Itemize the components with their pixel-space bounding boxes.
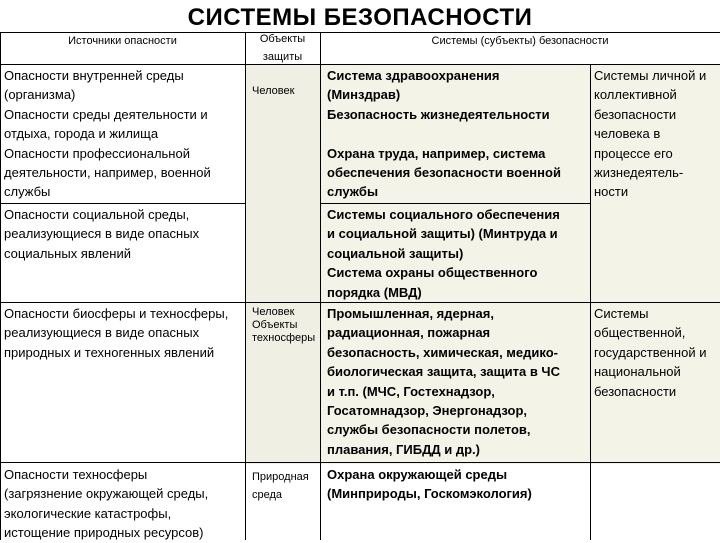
table-left-border <box>0 32 1 540</box>
column-divider-1 <box>245 32 246 540</box>
column-divider-3 <box>590 64 591 540</box>
row1-object: Человек <box>252 85 295 97</box>
row1-bottom-border-left <box>0 203 245 204</box>
page-title: СИСТЕМЫ БЕЗОПАСНОСТИ <box>187 4 533 31</box>
row1-system: Система здравоохранения (Минздрав) Безопасность жизнедеятельности Охрана труда, например, система обеспечения безопасности военной службы <box>327 68 561 200</box>
row4-system: Охрана окружающей среды (Минприроды, Госкомэкология) <box>327 467 532 502</box>
header-systems: Системы (субъекты) безопасности <box>431 35 609 47</box>
row1-bottom-border-systems <box>320 203 590 204</box>
row2-bottom-border <box>0 302 720 303</box>
row3-bottom-border <box>0 462 720 463</box>
row3-system: Промышленная, ядерная, радиационная, пожарная безопасность, химическая, медико- биологическая защита, защита в ЧС и т.п. (МЧС, Гостехнадзор, Госатомнадзор, Энергонадзор, службы безопасности полетов, плавания, ГИБДД и др.) <box>327 306 560 457</box>
header-bottom-border <box>0 64 720 65</box>
column-divider-2 <box>320 32 321 540</box>
header-sources: Источники опасности <box>68 35 177 47</box>
header-objects: Объекты защиты <box>259 33 306 63</box>
row2-source: Опасности социальной среды, реализующиеся в виде опасных социальных явлений <box>4 207 200 261</box>
row1-source: Опасности внутренней среды (организма) Опасности среды деятельности и отдыха, города и жилища Опасности профессиональной деятельности, например, военной службы <box>4 68 211 200</box>
row4-source: Опасности техносферы (загрязнение окружающей среды, экологические катастрофы, истощение природных ресурсов) <box>4 467 209 541</box>
row3-source: Опасности биосферы и техносферы, реализующиеся в виде опасных природных и техногенных явлений <box>4 306 229 360</box>
row3-category: Системы общественной, государственной и национальной безопасности <box>594 306 707 399</box>
row2-system: Системы социального обеспечения и социальной защиты) (Минтруда и социальной защиты) Система охраны общественного порядка (МВД) <box>327 207 560 300</box>
row1-category: Системы личной и коллективной безопасности человека в процессе его жизнедеятель- ности <box>594 68 707 200</box>
row3-object: Человек Объекты техносферы <box>252 306 316 344</box>
row4-object: Природная среда <box>252 471 309 501</box>
object-column-shade <box>245 64 320 464</box>
